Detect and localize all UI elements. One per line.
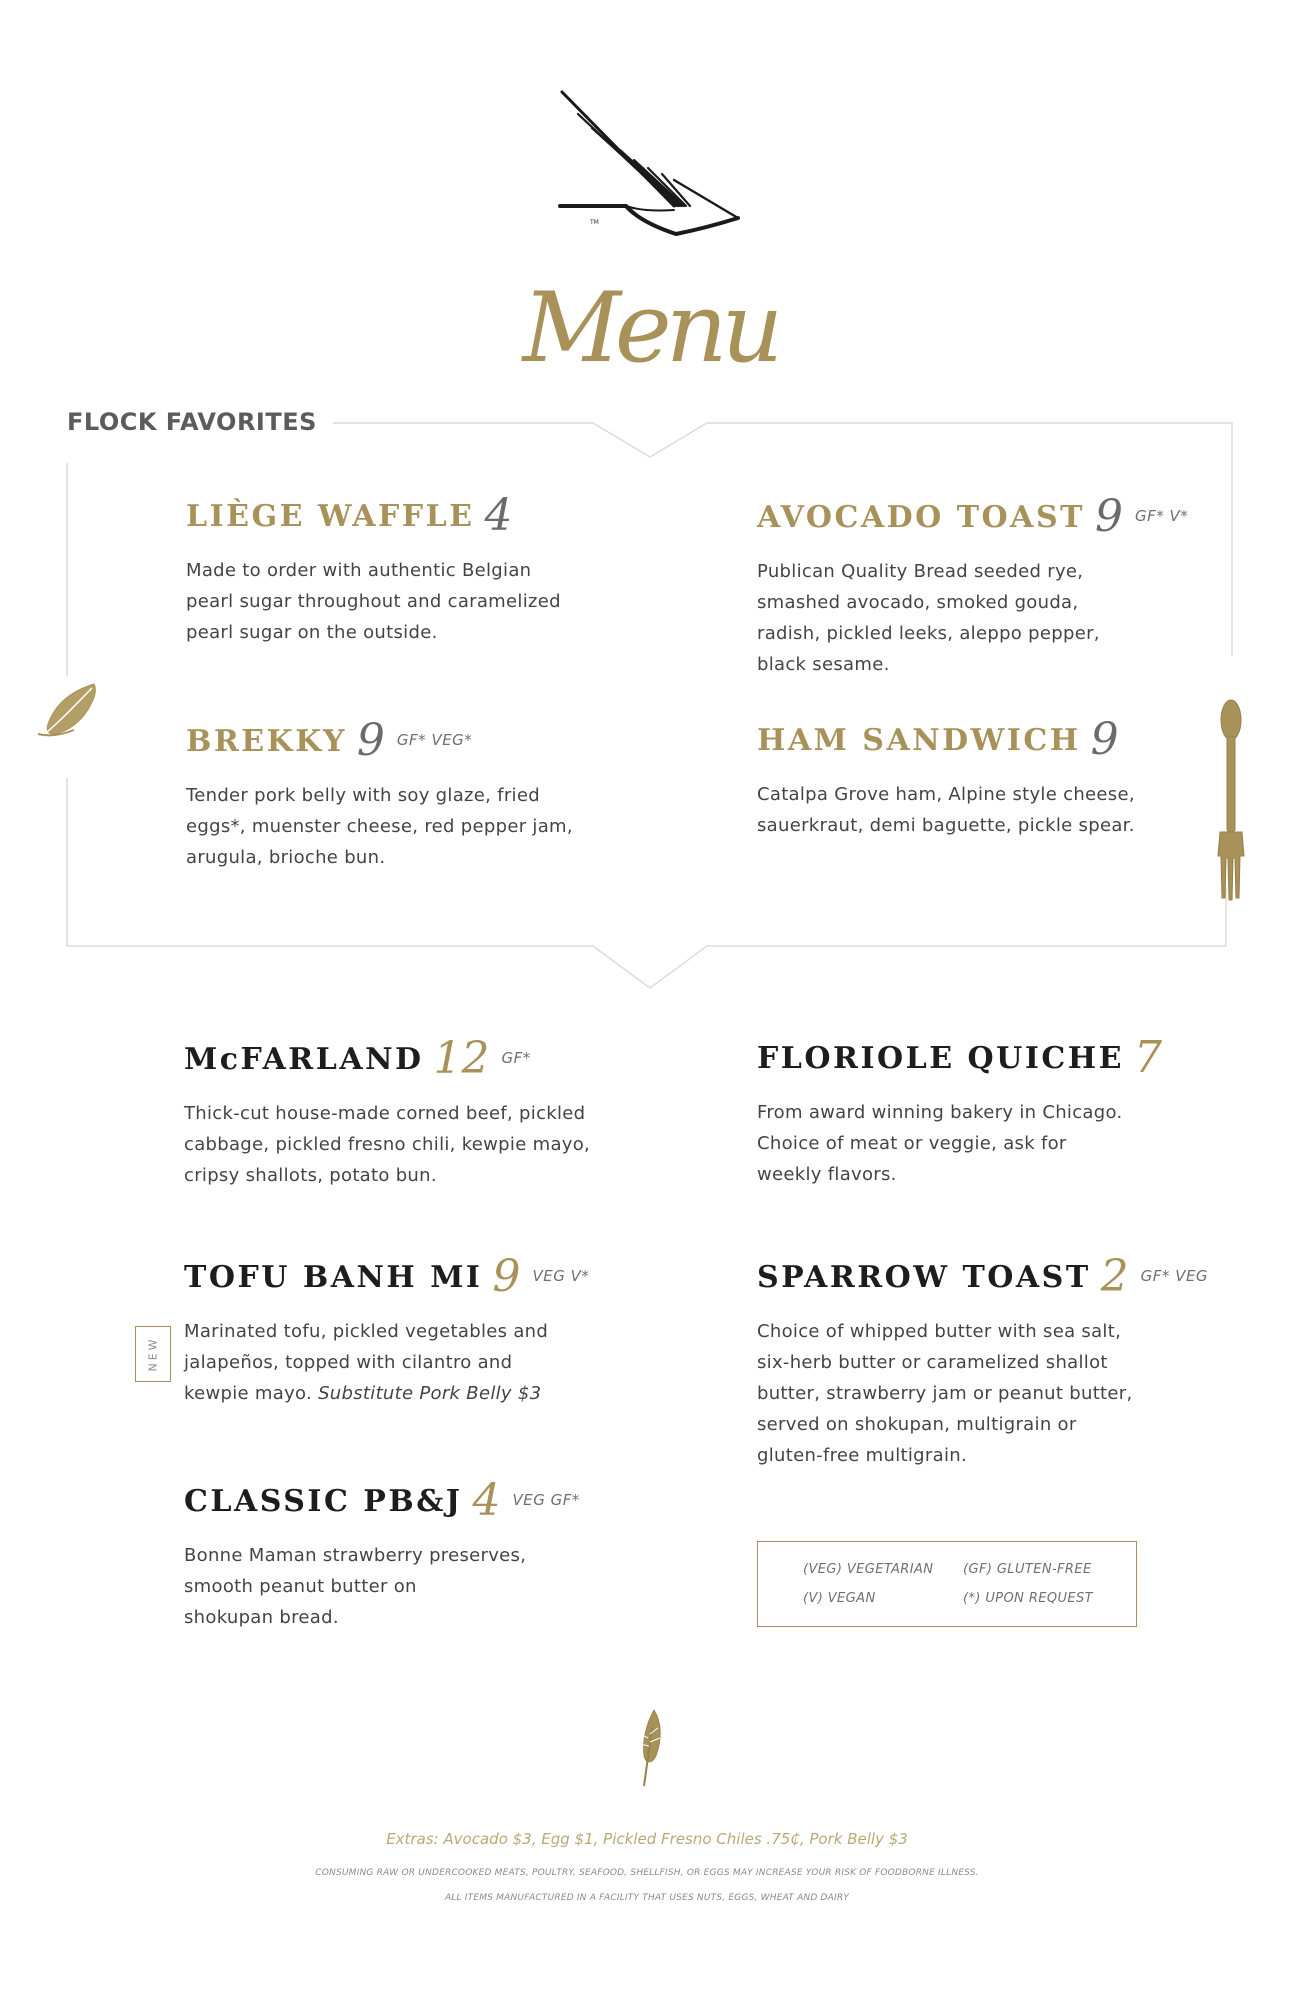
item-price: 9	[1090, 714, 1119, 765]
item-title	[757, 714, 1135, 765]
item-name: BREKKY	[186, 724, 347, 759]
item-description	[184, 1540, 580, 1633]
menu-item-tofu-banh-mi	[184, 1251, 590, 1409]
item-description	[757, 556, 1188, 680]
description-line: jalapeños, topped with cilantro and	[184, 1352, 513, 1373]
description-line: black sesame.	[757, 654, 890, 675]
item-description	[757, 1097, 1162, 1190]
description-line: eggs*, muenster cheese, red pepper jam,	[186, 816, 573, 837]
section-heading: FLOCK FAVORITES	[67, 408, 317, 436]
item-tags: VEG V*	[532, 1267, 590, 1285]
item-description	[186, 780, 573, 873]
item-description	[184, 1098, 590, 1191]
item-tags: GF*	[501, 1049, 531, 1067]
item-tags: GF* VEG*	[396, 731, 473, 749]
leaf-icon	[34, 680, 100, 744]
item-tags: GF* VEG	[1140, 1267, 1209, 1285]
legend-upon-request: (*) UPON REQUEST	[963, 1591, 1094, 1606]
item-name: CLASSIC PB&J	[184, 1484, 463, 1519]
description-line: cabbage, pickled fresno chili, kewpie mayo,	[184, 1134, 591, 1155]
extras-note: Extras: Avocado $3, Egg $1, Pickled Fresno Chiles .75₵, Pork Belly $3	[386, 1830, 908, 1848]
description-line: Choice of meat or veggie, ask for	[757, 1133, 1067, 1154]
menu-title	[520, 268, 780, 388]
description-line: gluten-free multigrain.	[757, 1445, 967, 1466]
description-line: From award winning bakery in Chicago.	[757, 1102, 1123, 1123]
svg-text:TM: TM	[590, 219, 599, 226]
legend-vegan: (V) VEGAN	[803, 1591, 876, 1606]
item-title	[184, 1475, 580, 1526]
description-line: served on shokupan, multigrain or	[757, 1414, 1077, 1435]
item-tags: GF* V*	[1134, 507, 1189, 525]
description-line: Tender pork belly with soy glaze, fried	[186, 785, 540, 806]
item-description	[757, 1316, 1208, 1471]
description-line: cripsy shallots, potato bun.	[184, 1165, 437, 1186]
item-name: LIÈGE WAFFLE	[186, 499, 475, 534]
item-title	[186, 715, 573, 766]
feather-icon	[636, 1708, 666, 1788]
menu-title-text: Menu	[522, 272, 778, 384]
menu-item-brekky	[186, 715, 573, 873]
description-line: Made to order with authentic Belgian	[186, 560, 532, 581]
menu-item-sparrow-toast	[757, 1251, 1209, 1471]
description-line: shokupan bread.	[184, 1607, 339, 1628]
item-name: HAM SANDWICH	[757, 723, 1081, 758]
item-description	[186, 555, 561, 648]
item-name: McFARLAND	[184, 1042, 424, 1077]
item-title	[184, 1251, 590, 1302]
allergen-note: ALL ITEMS MANUFACTURED IN A FACILITY THAT USES NUTS, EGGS, WHEAT AND DAIRY	[444, 1893, 850, 1903]
menu-item-avocado-toast	[757, 491, 1189, 680]
menu-item-ham-sandwich	[757, 714, 1135, 841]
item-price: 4	[484, 490, 513, 541]
description-line: Thick-cut house-made corned beef, pickled	[184, 1103, 586, 1124]
item-description	[184, 1316, 589, 1409]
dietary-legend	[757, 1541, 1137, 1627]
description-line: Publican Quality Bread seeded rye,	[757, 561, 1084, 582]
item-name: SPARROW TOAST	[757, 1260, 1091, 1295]
item-name: FLORIOLE QUICHE	[757, 1041, 1124, 1076]
item-title	[186, 490, 561, 541]
description-line: smooth peanut butter on	[184, 1576, 417, 1597]
description-line: Bonne Maman strawberry preserves,	[184, 1545, 527, 1566]
description-line	[184, 1378, 589, 1409]
description-line: Catalpa Grove ham, Alpine style cheese,	[757, 784, 1135, 805]
description-line: sauerkraut, demi baguette, pickle spear.	[757, 815, 1135, 836]
item-price: 4	[472, 1475, 501, 1526]
description-substitute: Substitute Pork Belly $3	[318, 1383, 542, 1404]
description-text: kewpie mayo.	[184, 1383, 313, 1404]
item-title	[757, 1251, 1209, 1302]
item-price: 12	[433, 1033, 490, 1084]
new-badge-label: NEW	[146, 1336, 160, 1372]
description-line: Marinated tofu, pickled vegetables and	[184, 1321, 549, 1342]
item-price: 9	[1094, 491, 1123, 542]
description-line: smashed avocado, smoked gouda,	[757, 592, 1079, 613]
legend-vegetarian: (VEG) VEGETARIAN	[803, 1562, 934, 1577]
item-title	[757, 1032, 1162, 1083]
item-tags: VEG GF*	[512, 1491, 580, 1509]
description-line: six-herb butter or caramelized shallot	[757, 1352, 1108, 1373]
item-name: TOFU BANH MI	[184, 1260, 483, 1295]
description-line: arugula, brioche bun.	[186, 847, 386, 868]
item-price: 7	[1133, 1032, 1162, 1083]
description-line: weekly flavors.	[757, 1164, 897, 1185]
description-line: pearl sugar throughout and caramelized	[186, 591, 561, 612]
item-price: 2	[1100, 1251, 1129, 1302]
menu-item-mcfarland	[184, 1033, 591, 1191]
menu-item-liege-waffle	[186, 490, 561, 648]
fork-icon	[1212, 696, 1250, 902]
menu-item-classic-pbj	[184, 1475, 580, 1633]
description-line: pearl sugar on the outside.	[186, 622, 438, 643]
item-title	[757, 491, 1189, 542]
description-line: Choice of whipped butter with sea salt,	[757, 1321, 1122, 1342]
item-price: 9	[356, 715, 385, 766]
item-price: 9	[492, 1251, 521, 1302]
item-name: AVOCADO TOAST	[757, 500, 1085, 535]
description-line: radish, pickled leeks, aleppo pepper,	[757, 623, 1100, 644]
legend-gluten-free: (GF) GLUTEN-FREE	[963, 1562, 1092, 1577]
description-line: butter, strawberry jam or peanut butter,	[757, 1383, 1133, 1404]
menu-item-floriole-quiche	[757, 1032, 1162, 1190]
new-badge	[135, 1326, 171, 1382]
health-warning: CONSUMING RAW OR UNDERCOOKED MEATS, POULTRY, SEAFOOD, SHELLFISH, OR EGGS MAY INCREASE YOUR RISK OF FOODBORNE ILLNESS.	[315, 1868, 979, 1878]
item-description	[757, 779, 1135, 841]
item-title	[184, 1033, 590, 1084]
bird-logo-icon	[556, 88, 746, 248]
